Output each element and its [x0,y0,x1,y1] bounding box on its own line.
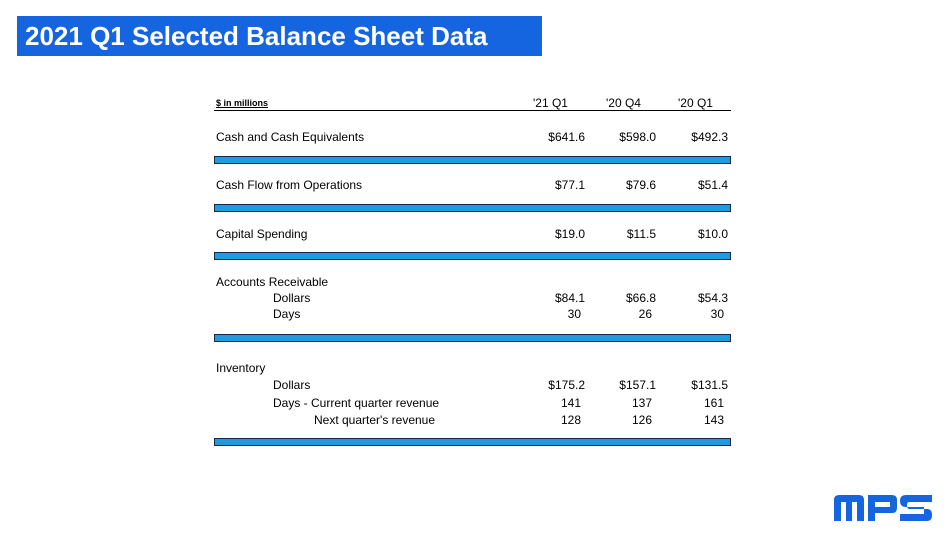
ar-dollars-20q1: $54.3 [697,291,728,305]
capex-20q4: $11.5 [626,227,656,241]
row-label-inventory-days-current: Days - Current quarter revenue [273,396,440,410]
cash-20q1: $492.3 [691,130,728,144]
row-label-cash: Cash and Cash Equivalents [216,130,365,144]
section-separator [214,156,731,164]
row-label-inventory-days-next: Next quarter's revenue [314,413,436,427]
capex-20q1: $10.0 [697,227,728,241]
title-banner [17,16,542,56]
inventory-days-current-20q1: 161 [703,396,724,410]
inventory-days-current-21q1: 141 [560,396,581,410]
cash-21q1: $641.6 [548,130,585,144]
inventory-dollars-21q1: $175.2 [548,378,585,392]
column-header-21q1: '21 Q1 [533,96,568,110]
cash-flow-20q4: $79.6 [625,178,656,192]
row-label-inventory: Inventory [216,361,266,375]
capex-21q1: $19.0 [554,227,585,241]
cash-flow-20q1: $51.4 [697,178,728,192]
ar-days-20q4: 26 [638,307,652,321]
column-header-20q4: '20 Q4 [606,96,641,110]
row-label-ar-dollars: Dollars [273,291,311,305]
units-label: $ in millions [216,98,269,108]
section-separator [214,252,731,260]
inventory-days-next-20q1: 143 [703,413,724,427]
row-label-ar-days: Days [273,307,301,321]
section-separator [214,334,731,342]
header-rule [214,110,731,111]
inventory-dollars-20q1: $131.5 [691,378,728,392]
inventory-dollars-20q4: $157.1 [619,378,656,392]
ar-dollars-20q4: $66.8 [625,291,656,305]
page-title: 2021 Q1 Selected Balance Sheet Data [25,21,488,51]
ar-days-20q1: 30 [710,307,724,321]
row-label-ar: Accounts Receivable [216,275,329,289]
ar-dollars-21q1: $84.1 [554,291,585,305]
cash-flow-21q1: $77.1 [554,178,585,192]
inventory-days-next-20q4: 126 [631,413,652,427]
ar-days-21q1: 30 [567,307,581,321]
column-header-20q1: '20 Q1 [678,96,713,110]
inventory-days-current-20q4: 137 [631,396,652,410]
section-separator [214,438,731,446]
row-label-inventory-dollars: Dollars [273,378,311,392]
inventory-days-next-21q1: 128 [560,413,581,427]
row-label-capex: Capital Spending [216,227,308,241]
section-separator [214,204,731,212]
cash-20q4: $598.0 [619,130,656,144]
mps-logo [833,492,933,522]
row-label-cash-flow: Cash Flow from Operations [216,178,363,192]
